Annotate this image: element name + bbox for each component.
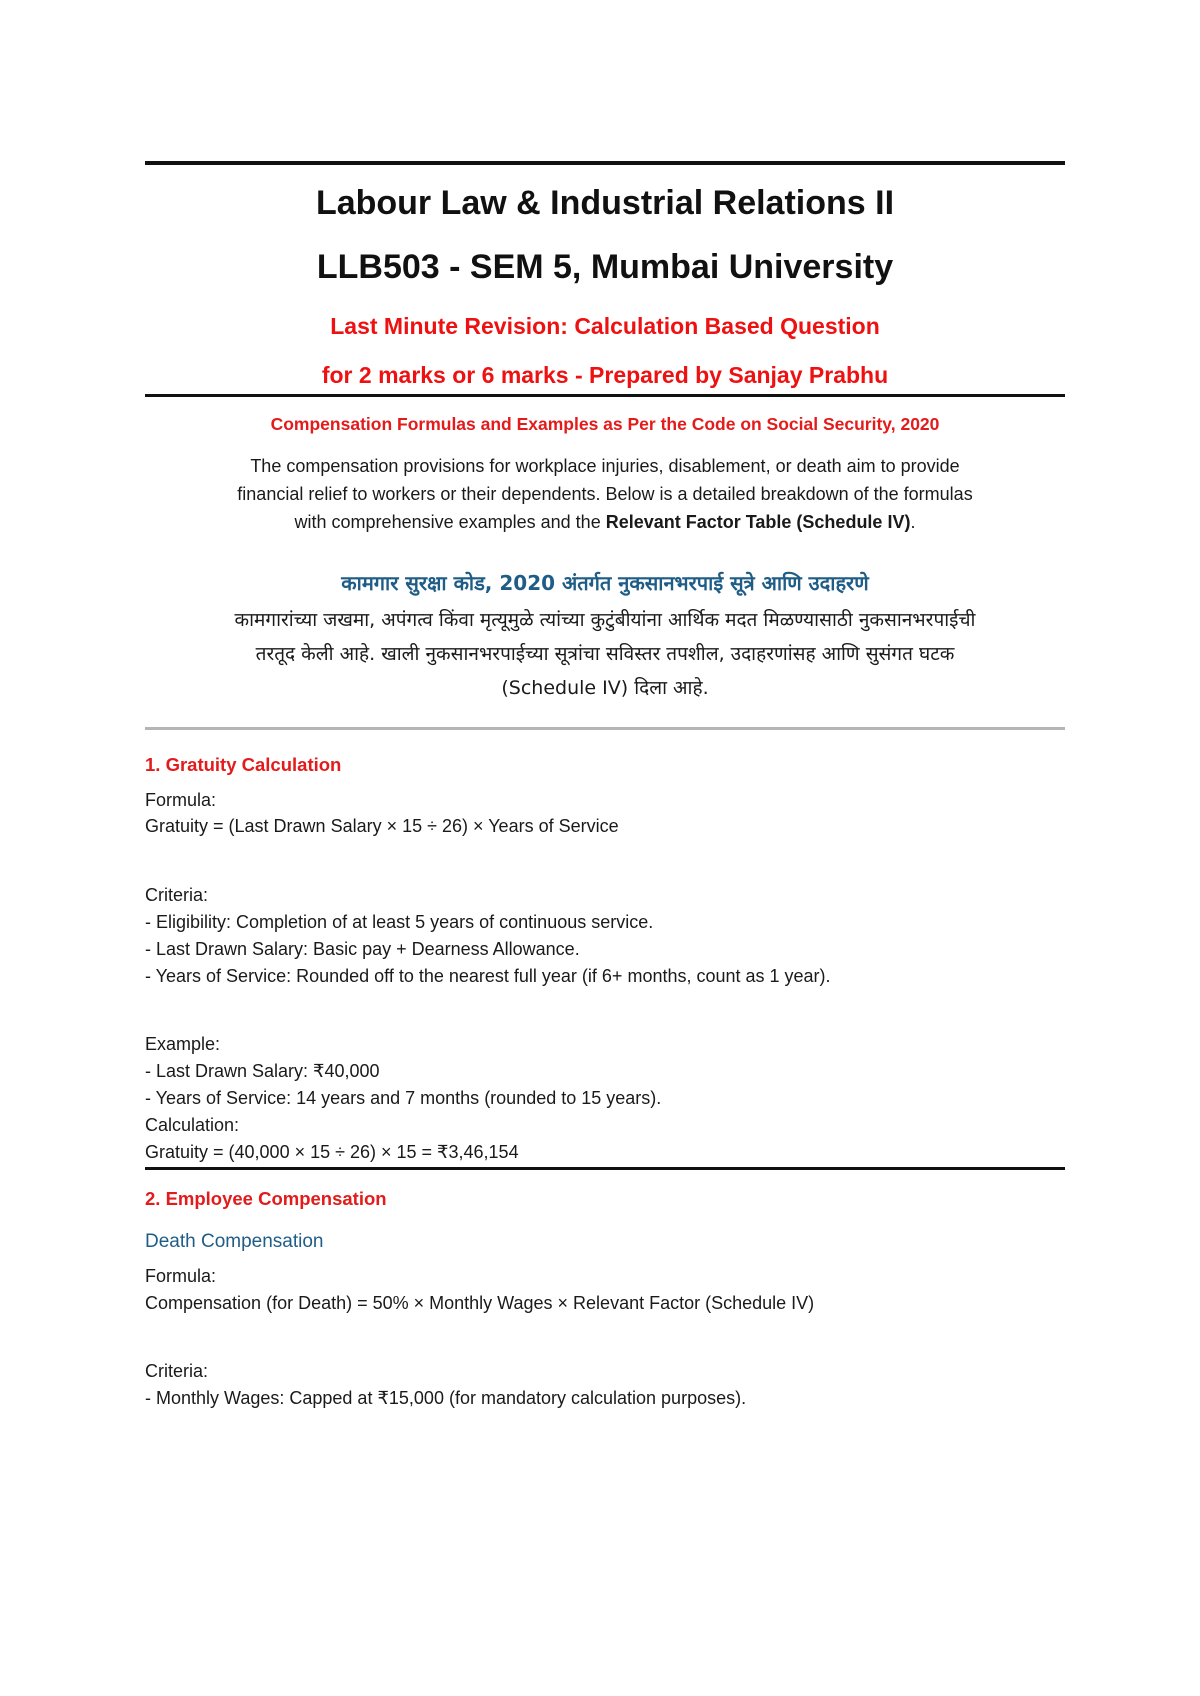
- intro-line-3: [145, 508, 1065, 537]
- gratuity-example-item: - Years of Service: 14 years and 7 months (rounded to 15 years).: [145, 1088, 662, 1108]
- intro-heading: Compensation Formulas and Examples as Per the Code on Social Security, 2020: [270, 414, 940, 434]
- marathi-line-3: (Schedule IV) दिला आहे.: [501, 677, 709, 699]
- revision-subtitle: Last Minute Revision: Calculation Based Question: [330, 313, 880, 339]
- marathi-heading: कामगार सुरक्षा कोड, 2020 अंतर्गत नुकसानभरपाई सूत्रे आणि उदाहरणे: [341, 571, 869, 595]
- gratuity-formula: Gratuity = (Last Drawn Salary × 15 ÷ 26) × Years of Service: [145, 816, 619, 836]
- document-title: Labour Law & Industrial Relations II: [315, 184, 895, 222]
- employee-compensation-heading: 2. Employee Compensation: [145, 1188, 387, 1209]
- marks-subtitle: for 2 marks or 6 marks - Prepared by Sanjay Prabhu: [321, 362, 889, 388]
- gratuity-example-item: - Last Drawn Salary: ₹40,000: [145, 1061, 380, 1081]
- gratuity-calculation: Gratuity = (40,000 × 15 ÷ 26) × 15 = ₹3,46,154: [145, 1142, 519, 1162]
- gratuity-criteria-item: - Last Drawn Salary: Basic pay + Dearness Allowance.: [145, 939, 580, 959]
- death-formula: Compensation (for Death) = 50% × Monthly Wages × Relevant Factor (Schedule IV): [145, 1293, 815, 1313]
- section-separator: [145, 727, 1065, 730]
- gratuity-formula-label: Formula:: [145, 790, 217, 810]
- marathi-line-1: कामगारांच्या जखमा, अपंगत्व किंवा मृत्यूमुळे त्यांच्या कुटुंबीयांना आर्थिक मदत मिळण्यासाठी नुकसानभरपाईची: [234, 609, 976, 631]
- relevant-factor-table-ref: Relevant Factor Table (Schedule IV): [605, 512, 911, 532]
- top-rule: [145, 161, 1065, 165]
- gratuity-criteria-label: Criteria:: [145, 885, 209, 905]
- intro-line-3-suffix: .: [910, 512, 916, 532]
- gratuity-calculation-label: Calculation:: [145, 1115, 240, 1135]
- death-criteria-label: Criteria:: [145, 1361, 209, 1381]
- intro-line-1: The compensation provisions for workplace injuries, disablement, or death aim to provide: [250, 456, 960, 476]
- intro-line-2: financial relief to workers or their dependents. Below is a detailed breakdown of the formulas: [237, 484, 973, 504]
- death-criteria-item: - Monthly Wages: Capped at ₹15,000 (for mandatory calculation purposes).: [145, 1388, 747, 1408]
- gratuity-criteria-item: - Years of Service: Rounded off to the nearest full year (if 6+ months, count as 1 year).: [145, 966, 831, 986]
- marathi-line-2: तरतूद केली आहे. खाली नुकसानभरपाईच्या सूत्रांचा सविस्तर तपशील, उदाहरणांसह आणि सुसंगत घटक: [255, 643, 955, 665]
- section-divider-rule: [145, 1167, 1065, 1170]
- intro-line-3-prefix: with comprehensive examples and the: [294, 512, 606, 532]
- course-title: LLB503 - SEM 5, Mumbai University: [316, 248, 894, 286]
- gratuity-heading: 1. Gratuity Calculation: [145, 754, 342, 775]
- gratuity-criteria-item: - Eligibility: Completion of at least 5 years of continuous service.: [145, 912, 654, 932]
- header-bottom-rule: [145, 394, 1065, 397]
- death-compensation-subheading: Death Compensation: [145, 1231, 324, 1252]
- death-formula-label: Formula:: [145, 1266, 217, 1286]
- gratuity-example-label: Example:: [145, 1034, 221, 1054]
